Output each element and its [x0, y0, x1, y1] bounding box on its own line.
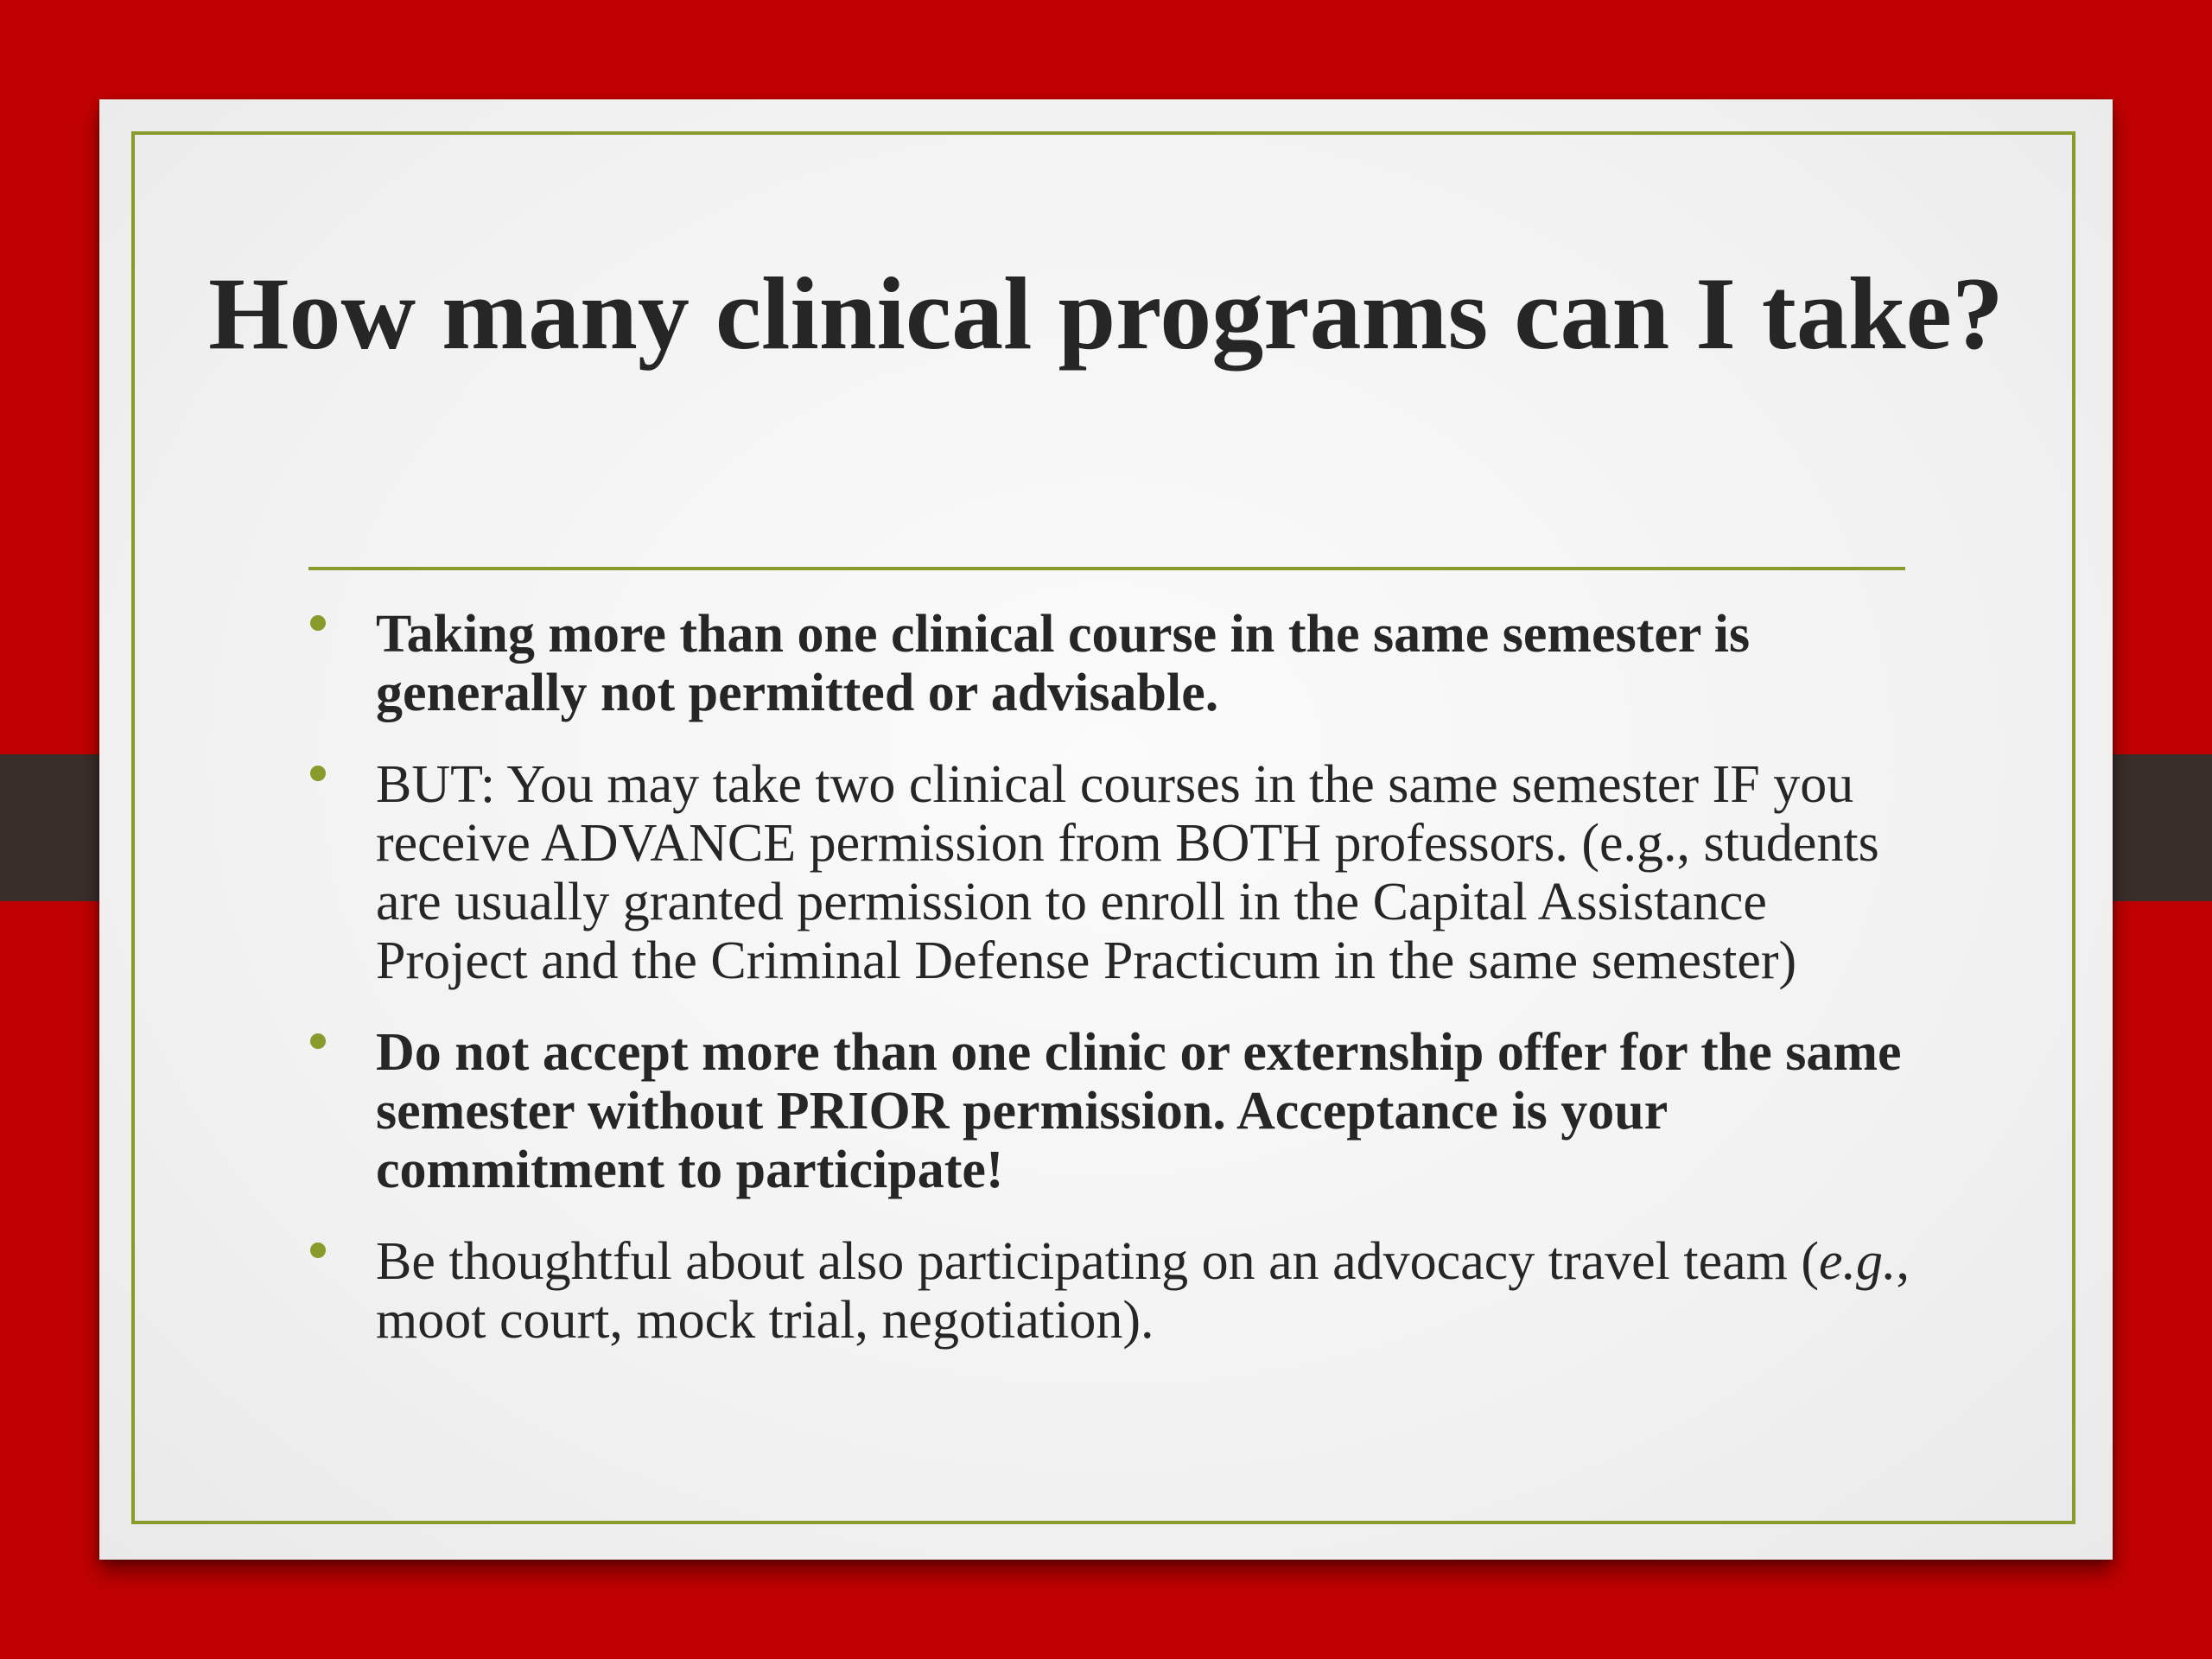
- bullet-item-1: [308, 605, 1916, 722]
- title-divider: [308, 567, 1905, 570]
- bullet-text-before: Be thoughtful about also participating on an advocacy travel team (: [376, 1232, 1820, 1291]
- slide-title: How many clinical programs can I take?: [208, 256, 2004, 371]
- bullet-dot-icon: [310, 1033, 326, 1049]
- bullet-item-4: [308, 1232, 1916, 1350]
- bullet-item-3: [308, 1023, 1916, 1199]
- bullet-text-after: , moot court, mock trial, negotiation).: [376, 1232, 1910, 1350]
- bullet-dot-icon: [310, 1243, 326, 1258]
- bullet-text: BUT: You may take two clinical courses in the same semester IF you receive ADVANCE permission from BOTH professors. (e.g., students are usually granted permission to enroll in the Capital Assistance Project and the Criminal Defense Practicum in the same semester): [376, 755, 1879, 990]
- bullet-list: [308, 605, 1916, 1382]
- bullet-text: Taking more than one clinical course in the same semester is generally not permitted or advisable.: [376, 605, 1751, 722]
- bullet-dot-icon: [310, 766, 326, 781]
- bullet-dot-icon: [310, 615, 326, 631]
- bullet-text: Do not accept more than one clinic or externship offer for the same semester without PRIOR permission. Acceptance is your commitment to participate!: [376, 1023, 1902, 1199]
- bullet-item-2: [308, 755, 1916, 990]
- bullet-text-italic: e.g.: [1819, 1232, 1897, 1291]
